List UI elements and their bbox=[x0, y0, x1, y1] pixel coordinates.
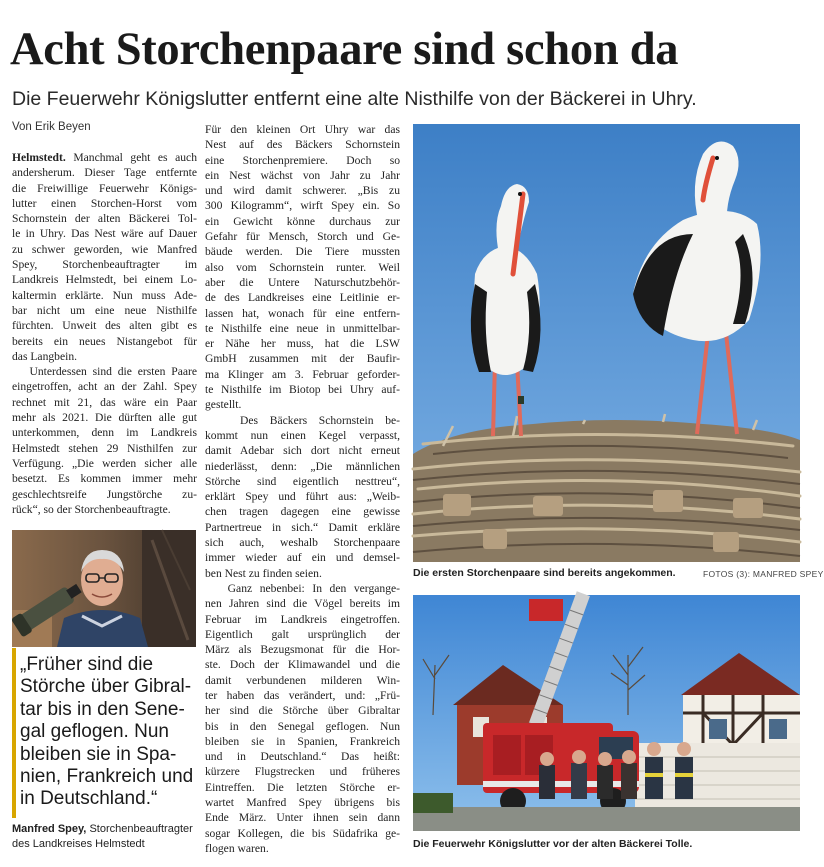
article-line: geschlechtsreife Jungstörche zu- bbox=[12, 487, 197, 501]
article-line: GmbH zusammen mit der Baufir- bbox=[205, 352, 400, 366]
article-line: und in Deutschland.“ Das heißt: bbox=[205, 750, 400, 764]
portrait-photo bbox=[12, 530, 196, 647]
quote-line: nien, Frankreich und bbox=[20, 766, 194, 788]
article-line: Eigentlich galt ursprünglich der bbox=[205, 627, 400, 641]
article-line: sogar Kollegen, die bis Südafrika ge- bbox=[205, 826, 400, 840]
quote-role-line-2: des Landkreises Helmstedt bbox=[12, 838, 145, 850]
article-line: ben Nest zu finden seien. bbox=[205, 566, 322, 580]
article-line: das Langbein. bbox=[12, 349, 78, 363]
article-line: niederlässt, denn: „Die männlichen bbox=[205, 459, 400, 473]
article-line: 300 Kilogramm“, wirft Spey ein. So bbox=[205, 199, 400, 213]
quote-role: Storchenbeauftragter bbox=[89, 823, 193, 835]
article-line: er Nähe her muss, hat die LSW bbox=[205, 337, 400, 351]
article-line: rück“, so der Storchenbeauftragte. bbox=[12, 502, 171, 516]
article-line: zu schwer geworden, wie Manfred bbox=[12, 242, 197, 256]
article-line: bis in den Senegal geflogen. Nun bbox=[205, 719, 400, 733]
quote-line: gal geflogen. Nun bbox=[20, 721, 169, 743]
article-line: de des Landkreises eine Leitlinie er- bbox=[205, 291, 400, 305]
article-line: bäude werden. Die Tiere mussten bbox=[205, 245, 400, 259]
article-line: Schornstein der alten Bäckerei Tol- bbox=[12, 212, 197, 226]
article-line: Helmstedt stehen 29 Nisthilfen zur bbox=[12, 441, 197, 455]
article-line: Verfügung. „Die werden sicher alle bbox=[12, 456, 197, 470]
article-line: te Nisthilfe eine neue in unmittelbar- bbox=[205, 321, 400, 335]
quote-line: tar bis in den Sene- bbox=[20, 698, 185, 720]
article-line: kaltermin erklärte. Nun muss Ade- bbox=[12, 288, 197, 302]
article-line: her sind die Störche über Gibraltar bbox=[205, 704, 400, 718]
quote-line: bleiben sie in Spa- bbox=[20, 743, 177, 765]
article-line: aber die Untere Naturschutzbehör- bbox=[205, 275, 400, 289]
article-line: unterkommen, denn im Landkreis bbox=[12, 426, 197, 440]
article-line: März als Bezugsmonat für die Hor- bbox=[205, 643, 400, 657]
article-line: Ganz nebenbei: In den vergange- bbox=[205, 581, 400, 595]
article-line: bereits ein neues Nistangebot für bbox=[12, 334, 197, 348]
photo-caption-storks: Die ersten Storchenpaare sind bereits angekommen. bbox=[413, 567, 676, 579]
article-line: also vom Schornstein runter. Weil bbox=[205, 260, 400, 274]
article-line: lutter einen Storchen-Horst vom bbox=[12, 196, 197, 210]
photo-credit: FOTOS (3): MANFRED SPEY bbox=[703, 569, 824, 579]
article-line: lassen hat, wonach für eine entfern- bbox=[205, 306, 400, 320]
dateline: Helmstedt. bbox=[12, 151, 66, 164]
article-line: ma Klinger am 3. Februar geforder- bbox=[205, 367, 400, 381]
quote-accent-bar bbox=[12, 648, 16, 818]
article-line: mehr als 2021. Die dürften alle gut bbox=[12, 411, 197, 425]
article-column-2 bbox=[205, 122, 400, 856]
article-text: Manchmal geht es auch bbox=[65, 151, 197, 164]
article-line: ein Nest wächst von Jahr zu Jahr bbox=[205, 168, 400, 182]
article-line: Des Bäckers Schornstein be- bbox=[205, 413, 400, 427]
article-line: ter haben das verändert, und: „Frü- bbox=[205, 688, 400, 702]
quote-line: Störche über Gibral- bbox=[20, 676, 192, 698]
article-line: bar nicht um eine neue Nisthilfe bbox=[12, 303, 197, 317]
article-line: kürzere Flugstrecken und früheres bbox=[205, 765, 400, 779]
article-line: nen Jahren sind die Vögel bereits im bbox=[205, 597, 400, 611]
article-line: erklärt Spey und führt aus: „Weib- bbox=[205, 490, 400, 504]
article-line: Landkreis Helmstedt, bei einem Lo- bbox=[12, 273, 197, 287]
article-line: te Nisthilfe im Biotop bei Uhry auf- bbox=[205, 383, 400, 397]
headline: Acht Storchenpaare sind schon da bbox=[10, 24, 679, 75]
quote-attribution bbox=[12, 822, 202, 852]
article-line: Februar im Landkreis eingetroffen. bbox=[205, 612, 400, 626]
article-line: damit Adebar sich dort nicht erneut bbox=[205, 444, 400, 458]
quote-line: „Früher sind die bbox=[20, 654, 154, 675]
stork-nest-photo bbox=[413, 124, 800, 562]
article-line: le in Uhry. Das Nest wäre auf Dauer bbox=[12, 227, 197, 241]
byline: Von Erik Beyen bbox=[12, 121, 91, 133]
article-line: bleiben sie in Spanien, Frankreich bbox=[205, 734, 400, 748]
article-line: Unterdessen sind die ersten Paare bbox=[12, 365, 197, 379]
article-line: chen tragen dagegen eine gewisse bbox=[205, 505, 400, 519]
article-line: Eintreffen. Die letzten Störche er- bbox=[205, 780, 400, 794]
article-line: besetzt. Es kommen immer mehr bbox=[12, 472, 197, 486]
article-line: und wird damit schwerer. „Bis zu bbox=[205, 184, 400, 198]
article-line: die Freiwillige Feuerwehr Königs- bbox=[12, 181, 197, 195]
article-line: wartet Manfred Spey übrigens bis bbox=[205, 796, 400, 810]
article-line: damit verbundenen milderen Win- bbox=[205, 673, 400, 687]
article-line: eine Storchenpremiere. Doch so bbox=[205, 153, 400, 167]
article-line bbox=[12, 150, 197, 165]
quote-line: in Deutschland.“ bbox=[20, 788, 158, 810]
subheadline: Die Feuerwehr Königslutter entfernt eine alte Nisthilfe von der Bäckerei in Uhry. bbox=[12, 88, 697, 110]
article-line: Partnertreue in sich.“ Damit erkläre bbox=[205, 520, 400, 534]
article-line: andersherum. Dieser Tage entfernte bbox=[12, 166, 197, 180]
article-line: Für den kleinen Ort Uhry war das bbox=[205, 123, 400, 136]
article-line: Gefahr für Mensch, Storch und Ge- bbox=[205, 230, 400, 244]
article-line: Störche sind eigentlich nesttreu“, bbox=[205, 474, 400, 488]
article-line: sich auch, weshalb Storchenpaare bbox=[205, 536, 400, 550]
article-line: eingetroffen, acht an der Zahl. Spey bbox=[12, 380, 197, 394]
pull-quote bbox=[20, 654, 200, 811]
article-column-1 bbox=[12, 150, 197, 517]
article-line: kommt nun einen Kegel verpasst, bbox=[205, 428, 400, 442]
article-line: immer wieder auf ein und demsel- bbox=[205, 551, 400, 565]
article-line: Nest auf des Bäckers Schornstein bbox=[205, 138, 400, 152]
article-line: rechnet mit 21, das wäre ein Paar bbox=[12, 395, 197, 409]
article-line: fürchten. Unweit des alten gibt es bbox=[12, 319, 197, 333]
fire-brigade-photo bbox=[413, 595, 800, 831]
article-line: flogen waren. bbox=[205, 841, 269, 855]
quote-author: Manfred Spey, bbox=[12, 823, 87, 835]
article-line: Spey, Storchenbeauftragter im bbox=[12, 258, 197, 272]
article-line: ste. Doch der Klimawandel und die bbox=[205, 658, 400, 672]
photo-caption-fire-brigade: Die Feuerwehr Königslutter vor der alten Bäckerei Tolle. bbox=[413, 838, 693, 850]
article-line: gestellt. bbox=[205, 398, 242, 412]
article-line: ein Gewicht könne durchaus zur bbox=[205, 214, 400, 228]
article-line: Ende März. Unter ihnen sein dann bbox=[205, 811, 400, 825]
